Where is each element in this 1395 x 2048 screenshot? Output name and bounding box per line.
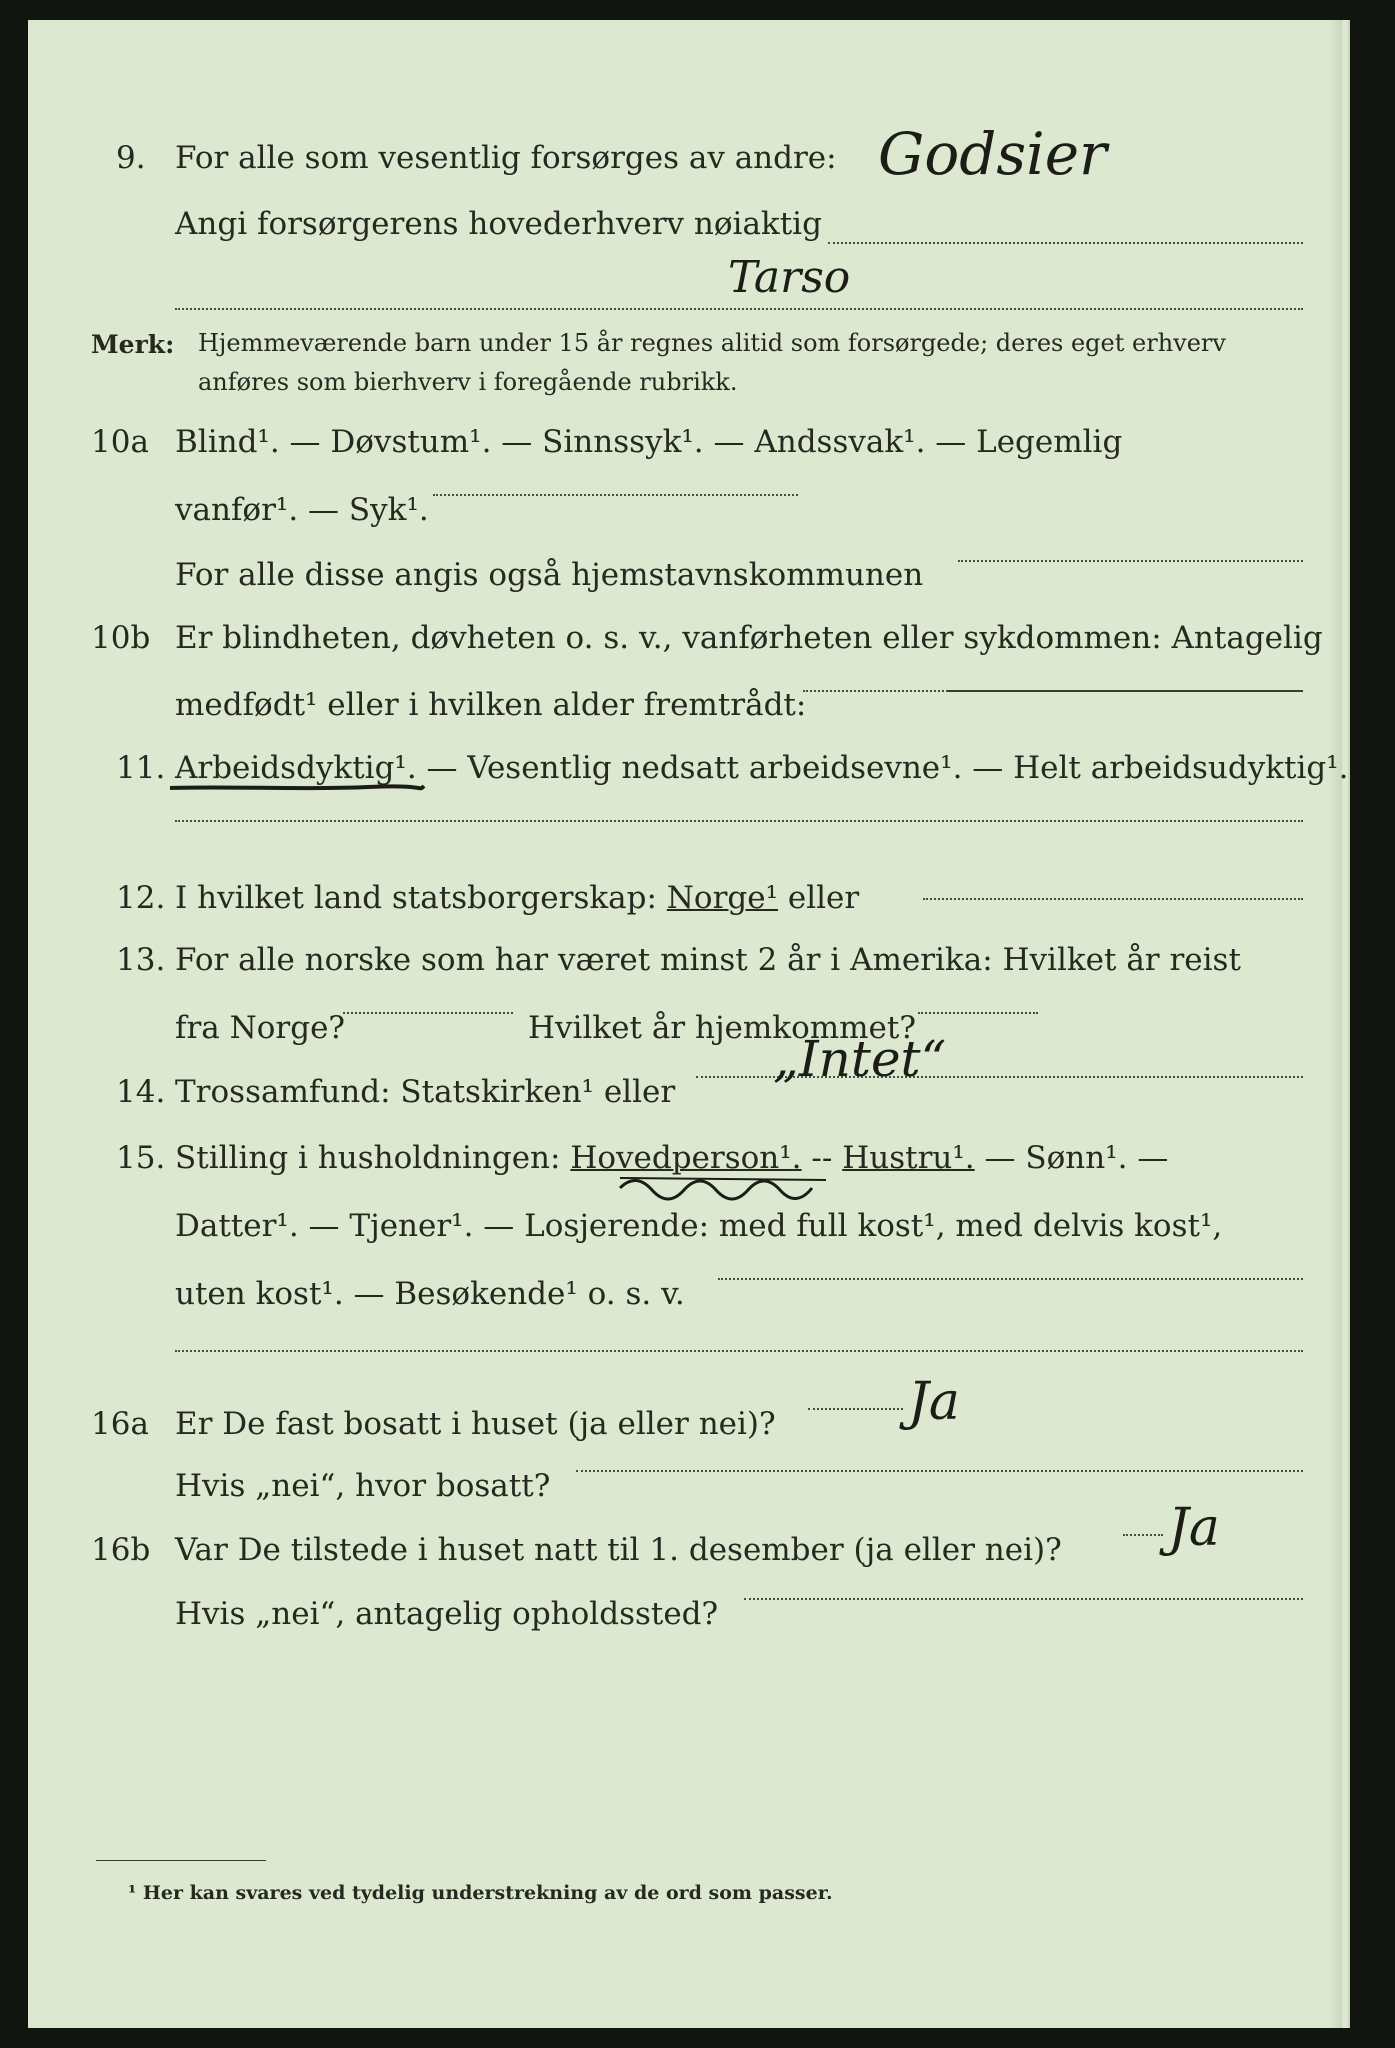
q10b-question: Er blindheten, døvheten o. s. v., vanførheten eller sykdommen: Antagelig [175,620,1323,656]
q9-handwritten-answer: Godsier [878,120,1107,188]
q9-number: 9. [116,140,146,176]
q16b-answer-line [1123,1534,1163,1536]
q13-number: 13. [116,942,166,978]
q16a-answer-line [808,1408,903,1410]
footnote-text: ¹ Her kan svares ved tydelig understrekning av de ord som passer. [128,1882,833,1904]
q10b-answer-line-dotted [803,690,948,692]
q12-question [175,878,859,918]
q10b-number: 10b [91,620,151,656]
q9-question: For alle som vesentlig forsørges av andre: [175,140,837,176]
q10b-question-cont: medfødt¹ eller i hvilken alder fremtrådt: [175,687,807,723]
q16a-handwritten-answer: Ja [908,1372,960,1432]
q15-option-hovedperson: Hovedperson¹. [570,1140,802,1176]
q14-question: Trossamfund: Statskirken¹ eller [175,1074,676,1110]
q11-answer-line [175,820,1303,822]
q15-question-cont-2: uten kost¹. — Besøkende¹ o. s. v. [175,1276,685,1312]
q10a-question: Blind¹. — Døvstum¹. — Sinnssyk¹. — Andssvak¹. — Legemlig [175,424,1123,460]
q15-answer-line [718,1278,1303,1280]
q13-left-line [343,1012,513,1014]
q15-number: 15. [116,1140,166,1176]
q16b-number: 16b [91,1532,151,1568]
merk-note-line2: anføres som bierhverv i foregående rubrikk. [198,368,738,396]
footnote-rule [96,1860,266,1861]
q13-right-label: Hvilket år hjemkommet? [528,1010,916,1046]
q15-scribble-mark [616,1168,836,1208]
census-form-page [28,20,1350,2028]
q9-answer-line-2 [175,308,1303,310]
q16a-question: Er De fast bosatt i huset (ja eller nei)? [175,1406,776,1442]
q10a-answer-line [433,494,798,496]
q9-sub-question: Angi forsørgerens hovederhverv nøiaktig [175,206,822,242]
q10a-hometown-line [958,560,1303,562]
q12-question-text: I hvilket land statsborgerskap: [175,880,667,916]
q12-answer-line [923,898,1303,900]
q12-option-norge: Norge¹ [666,880,779,916]
q16a-sub-question: Hvis „nei“, hvor bosatt? [175,1468,551,1504]
q15-answer-line-2 [175,1350,1303,1352]
q13-left-label: fra Norge? [175,1010,346,1046]
q16a-sub-answer-line [576,1470,1303,1472]
q15-options-rest: — Sønn¹. — [974,1140,1169,1176]
q11-number: 11. [116,750,166,786]
q15-option-hustru: Hustru¹. [842,1140,975,1176]
q10a-number: 10a [91,424,149,460]
q15-question-cont: Datter¹. — Tjener¹. — Losjerende: med full kost¹, med delvis kost¹, [175,1208,1223,1244]
q16a-number: 16a [91,1406,149,1442]
q15-label: Stilling i husholdningen: [175,1140,571,1176]
q10a-hometown-question: For alle disse angis også hjemstavnskommunen [175,557,924,593]
q9-handwritten-occupation: Tarso [728,252,851,303]
q10a-question-cont: vanfør¹. — Syk¹. [175,492,429,528]
q16b-question: Var De tilstede i huset natt til 1. desember (ja eller nei)? [175,1532,1062,1568]
q14-number: 14. [116,1074,166,1110]
q16b-sub-question: Hvis „nei“, antagelig opholdssted? [175,1596,719,1632]
merk-note-line1: Hjemmeværende barn under 15 år regnes alitid som forsørgede; deres eget erhverv [198,329,1226,357]
q13-question: For alle norske som har været minst 2 år i Amerika: Hvilket år reist [175,942,1241,978]
q15-separator: -- [801,1140,843,1176]
page-edge-shadow [1328,20,1342,2028]
q14-handwritten-answer: „Intet“ [773,1030,947,1088]
q11-options-rest: — Vesentlig nedsatt arbeidsevne¹. — Helt arbeidsudyktig¹. [416,750,1349,786]
q16b-sub-answer-line [744,1598,1303,1600]
q12-number: 12. [116,880,166,916]
q11-option-arbeidsdyktig: Arbeidsdyktig¹. [175,750,417,786]
q9-answer-line [828,242,1303,244]
q12-question-or: eller [778,880,860,916]
q16b-handwritten-answer: Ja [1168,1498,1220,1558]
q10b-answer-line [948,690,1303,692]
merk-label: Merk: [91,330,175,359]
q11-handwritten-underline [168,778,428,798]
q13-right-line [918,1012,1038,1014]
